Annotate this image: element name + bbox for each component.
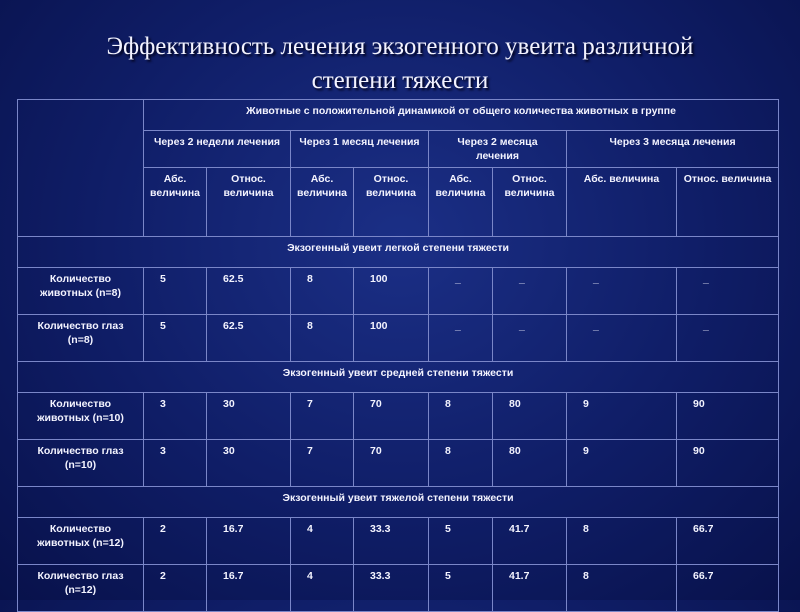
row-label: Количество глаз (n=10) (18, 440, 144, 487)
value-cell: 7 (291, 440, 354, 487)
section-title: Экзогенный увеит тяжелой степени тяжести (18, 487, 779, 518)
group-header: Животные с положительной динамикой от общего количества животных в группе (144, 100, 779, 131)
value-cell: 80 (493, 393, 567, 440)
section-title: Экзогенный увеит легкой степени тяжести (18, 237, 779, 268)
slide-title (0, 30, 800, 98)
value-cell: 2 (144, 565, 207, 612)
row-label: Количество глаз (n=8) (18, 315, 144, 362)
value-cell: 30 (207, 440, 291, 487)
value-cell: 16.7 (207, 518, 291, 565)
value-cell: 9 (567, 393, 677, 440)
section-title: Экзогенный увеит средней степени тяжести (18, 362, 779, 393)
sub-header: Относ. величина (493, 168, 567, 237)
sub-header: Относ. величина (677, 168, 779, 237)
corner-cell (18, 100, 144, 237)
value-cell: 5 (429, 565, 493, 612)
value-cell: 3 (144, 393, 207, 440)
value-cell: _ (677, 315, 779, 362)
sub-header: Относ. величина (354, 168, 429, 237)
period-header: Через 3 месяца лечения (567, 131, 779, 168)
sub-header: Относ. величина (207, 168, 291, 237)
value-cell: 8 (429, 440, 493, 487)
value-cell: 100 (354, 315, 429, 362)
value-cell: 41.7 (493, 565, 567, 612)
value-cell: 30 (207, 393, 291, 440)
value-cell: _ (429, 315, 493, 362)
results-table (17, 99, 779, 612)
period-header: Через 2 недели лечения (144, 131, 291, 168)
title-line-1: Эффективность лечения экзогенного увеита различной (106, 33, 694, 60)
value-cell: 4 (291, 565, 354, 612)
value-cell: 33.3 (354, 565, 429, 612)
value-cell: 5 (144, 268, 207, 315)
sub-header: Абс. величина (291, 168, 354, 237)
value-cell: 66.7 (677, 518, 779, 565)
value-cell: _ (567, 268, 677, 315)
value-cell: 90 (677, 440, 779, 487)
value-cell: 8 (429, 393, 493, 440)
value-cell: 2 (144, 518, 207, 565)
value-cell: _ (677, 268, 779, 315)
sub-header: Абс. величина (144, 168, 207, 237)
value-cell: 90 (677, 393, 779, 440)
value-cell: _ (429, 268, 493, 315)
row-label: Количество глаз (n=12) (18, 565, 144, 612)
period-header: Через 1 месяц лечения (291, 131, 429, 168)
value-cell: 5 (144, 315, 207, 362)
period-header: Через 2 месяца лечения (429, 131, 567, 168)
value-cell: 5 (429, 518, 493, 565)
value-cell: 16.7 (207, 565, 291, 612)
row-label: Количество животных (n=8) (18, 268, 144, 315)
value-cell: 41.7 (493, 518, 567, 565)
value-cell: 8 (291, 268, 354, 315)
sub-header: Абс. величина (429, 168, 493, 237)
value-cell: 9 (567, 440, 677, 487)
value-cell: _ (493, 315, 567, 362)
value-cell: 8 (567, 565, 677, 612)
value-cell: 4 (291, 518, 354, 565)
row-label: Количество животных (n=10) (18, 393, 144, 440)
value-cell: 100 (354, 268, 429, 315)
value-cell: 70 (354, 393, 429, 440)
value-cell: 80 (493, 440, 567, 487)
value-cell: 8 (291, 315, 354, 362)
sub-header: Абс. величина (567, 168, 677, 237)
value-cell: 62.5 (207, 268, 291, 315)
value-cell: 3 (144, 440, 207, 487)
value-cell: 7 (291, 393, 354, 440)
value-cell: _ (567, 315, 677, 362)
value-cell: 66.7 (677, 565, 779, 612)
value-cell: _ (493, 268, 567, 315)
value-cell: 70 (354, 440, 429, 487)
value-cell: 8 (567, 518, 677, 565)
value-cell: 62.5 (207, 315, 291, 362)
value-cell: 33.3 (354, 518, 429, 565)
row-label: Количество животных (n=12) (18, 518, 144, 565)
title-line-2: степени тяжести (311, 67, 489, 94)
